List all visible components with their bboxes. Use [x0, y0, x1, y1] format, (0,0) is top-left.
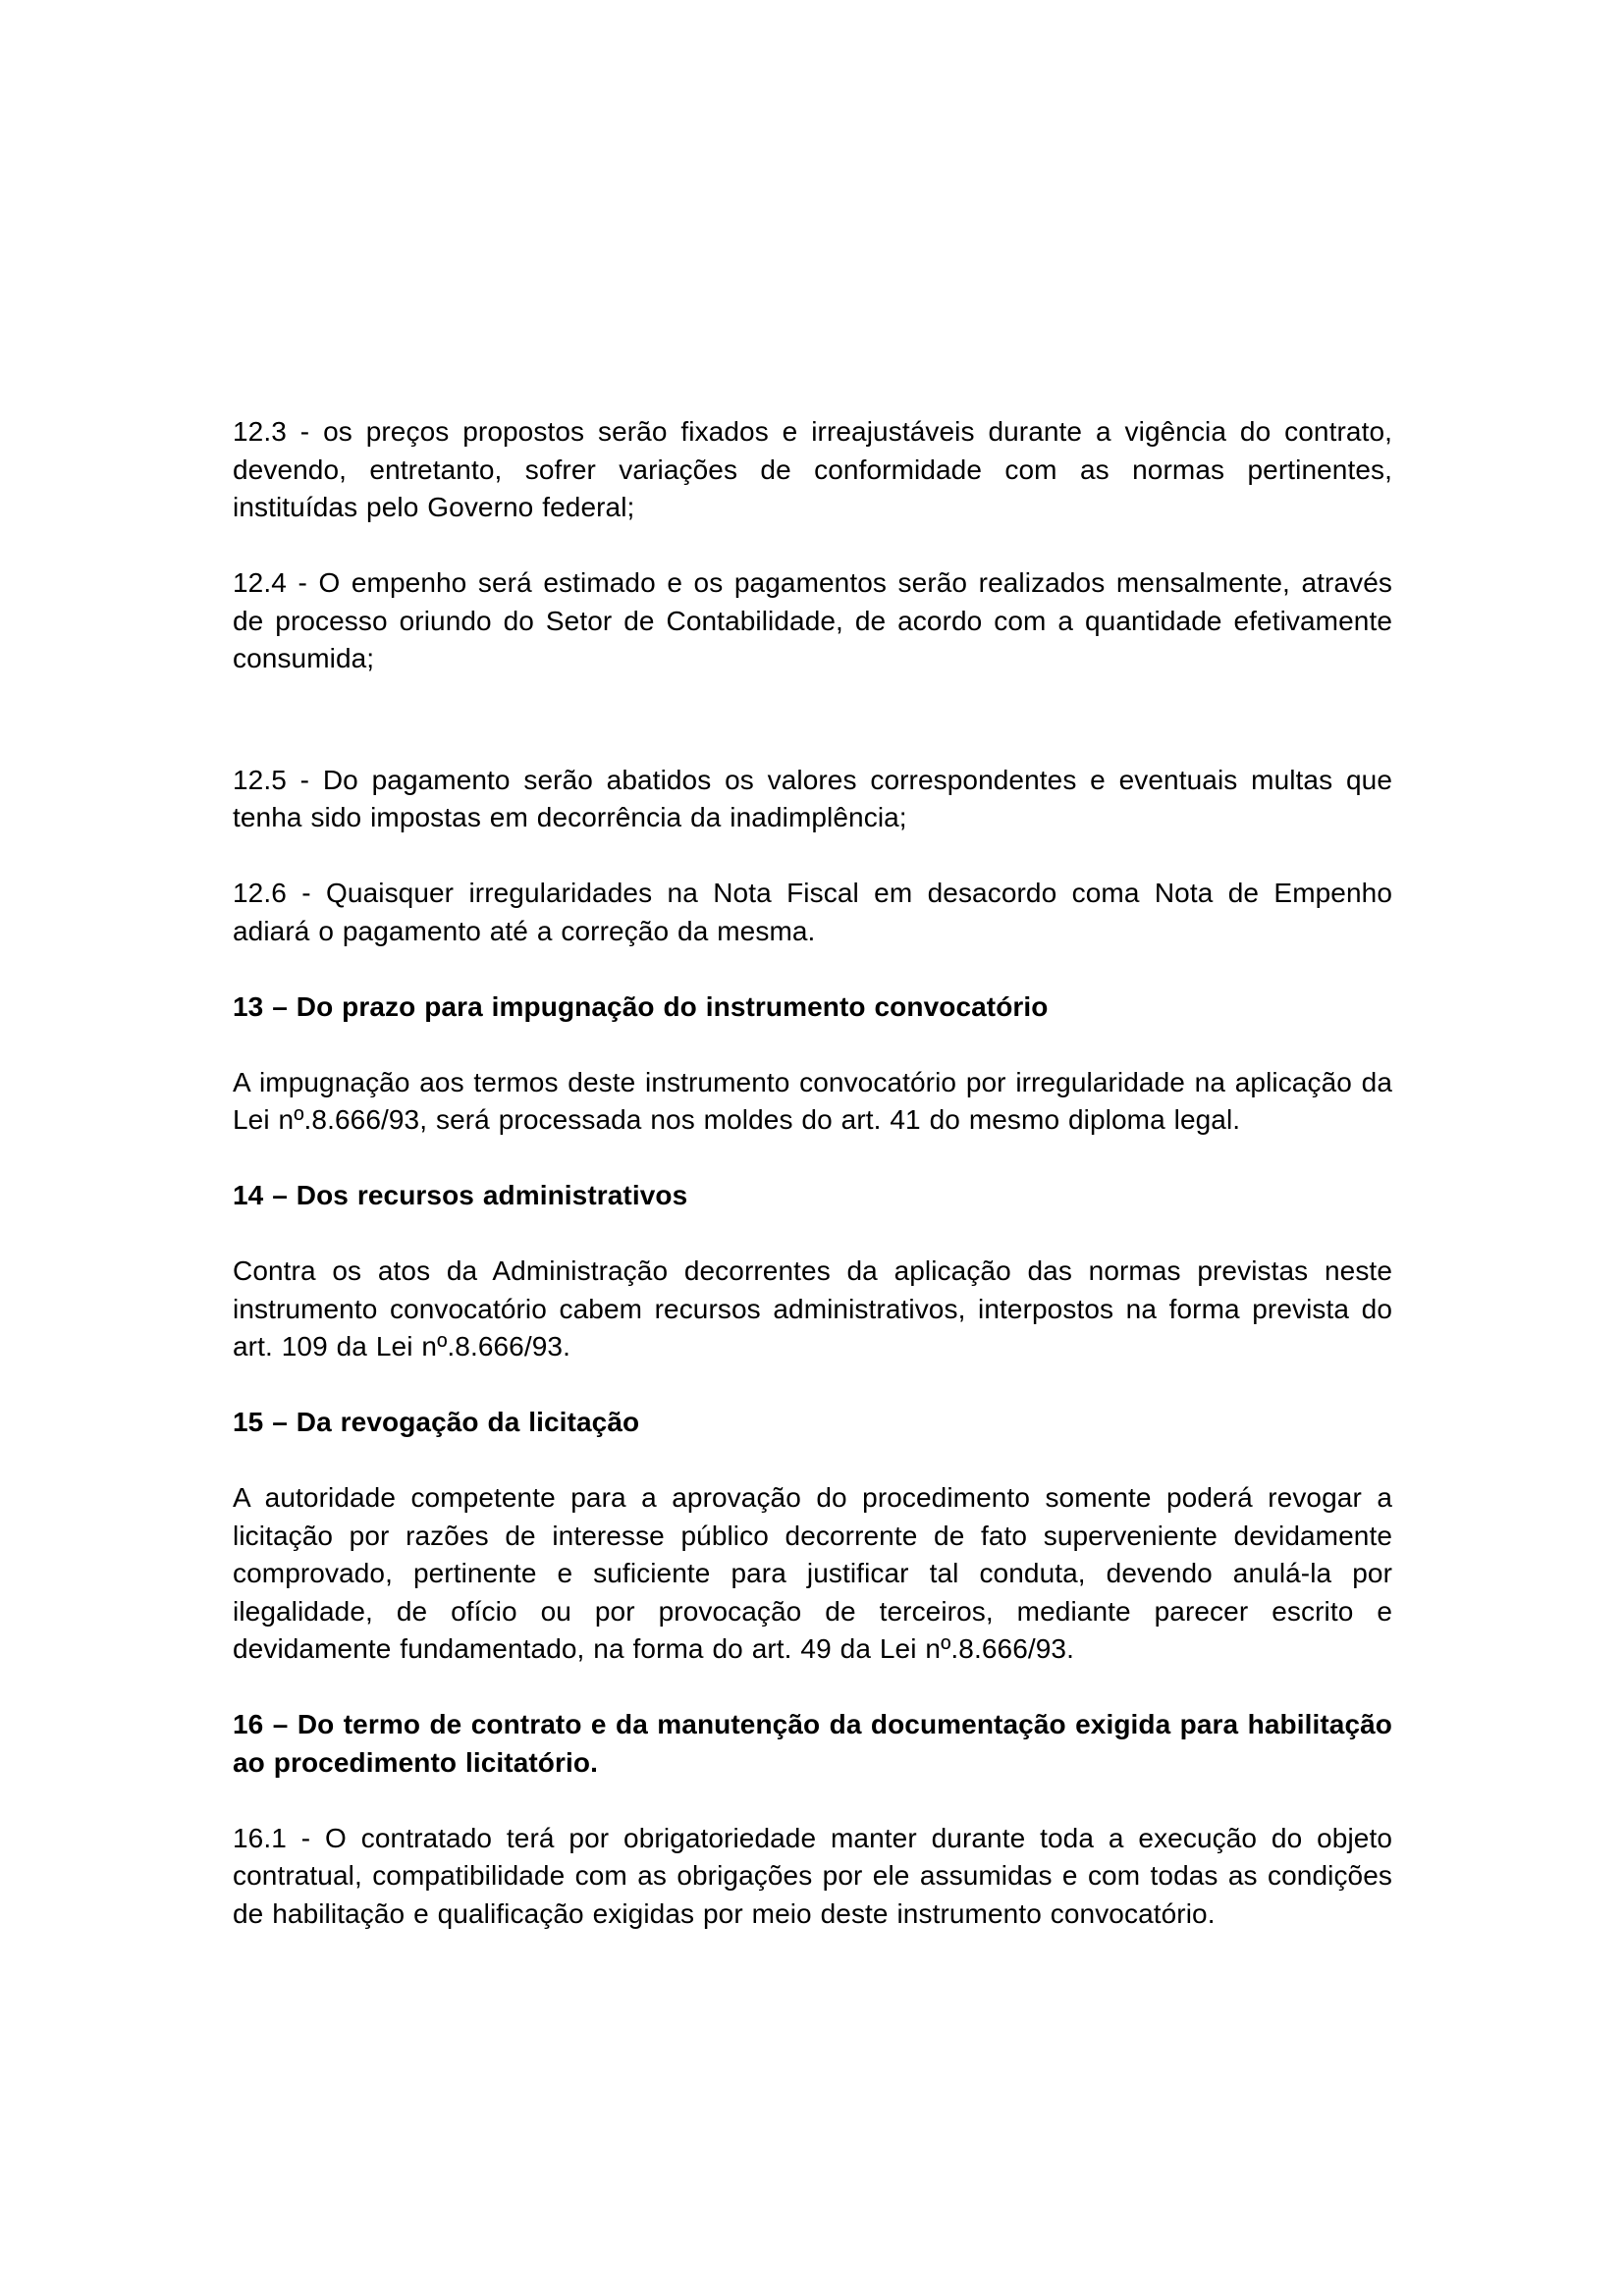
section-heading-13: 13 – Do prazo para impugnação do instrumento convocatório: [233, 990, 1049, 1022]
paragraph-12-3: 12.3 - os preços propostos serão fixados e irreajustáveis durante a vigência do contrato, devendo, entretanto, sofrer variações de conformidade com as normas pertinentes, instituídas pelo Governo federal;: [233, 416, 1392, 522]
paragraph-section-14: Contra os atos da Administração decorrentes da aplicação das normas previstas neste instrumento convocatório cabem recursos administrativos, interpostos na forma prevista do art. 109 da Lei nº.8.666/93.: [233, 1255, 1392, 1362]
section-heading-16: 16 – Do termo de contrato e da manutenção da documentação exigida para habilitação ao procedimento licitatório.: [233, 1709, 1392, 1778]
paragraph-12-5: 12.5 - Do pagamento serão abatidos os valores correspondentes e eventuais multas que tenha sido impostas em decorrência da inadimplência;: [233, 764, 1392, 832]
section-heading-14: 14 – Dos recursos administrativos: [233, 1180, 688, 1210]
paragraph-section-15: A autoridade competente para a aprovação do procedimento somente poderá revogar a licitação por razões de interesse público decorrente de fato superveniente devidamente comprovado, pertinente e suficiente para justificar tal conduta, devendo anulá-la por ilegalidade, de ofício ou por provocação de terceiros, mediante parecer escrito e devidamente fundamentado, na forma do art. 49 da Lei nº.8.666/93.: [233, 1482, 1392, 1664]
paragraph-12-6: 12.6 - Quaisquer irregularidades na Nota Fiscal em desacordo coma Nota de Empenho adiará o pagamento até a correção da mesma.: [233, 878, 1392, 946]
document-text-block: [233, 413, 1392, 1971]
paragraph-section-13: A impugnação aos termos deste instrumento convocatório por irregularidade na aplicação da Lei nº.8.666/93, será processada nos moldes do art. 41 do mesmo diploma legal.: [233, 1066, 1392, 1135]
paragraph-16-1: 16.1 - O contratado terá por obrigatoriedade manter durante toda a execução do objeto contratual, compatibilidade com as obrigações por ele assumidas e com todas as condições de habilitação e qualificação exigidas por meio deste instrumento convocatório.: [233, 1822, 1392, 1929]
paragraph-12-4: 12.4 - O empenho será estimado e os pagamentos serão realizados mensalmente, através de processo oriundo do Setor de Contabilidade, de acordo com a quantidade efetivamente consumida;: [233, 567, 1392, 673]
section-heading-15: 15 – Da revogação da licitação: [233, 1407, 640, 1437]
